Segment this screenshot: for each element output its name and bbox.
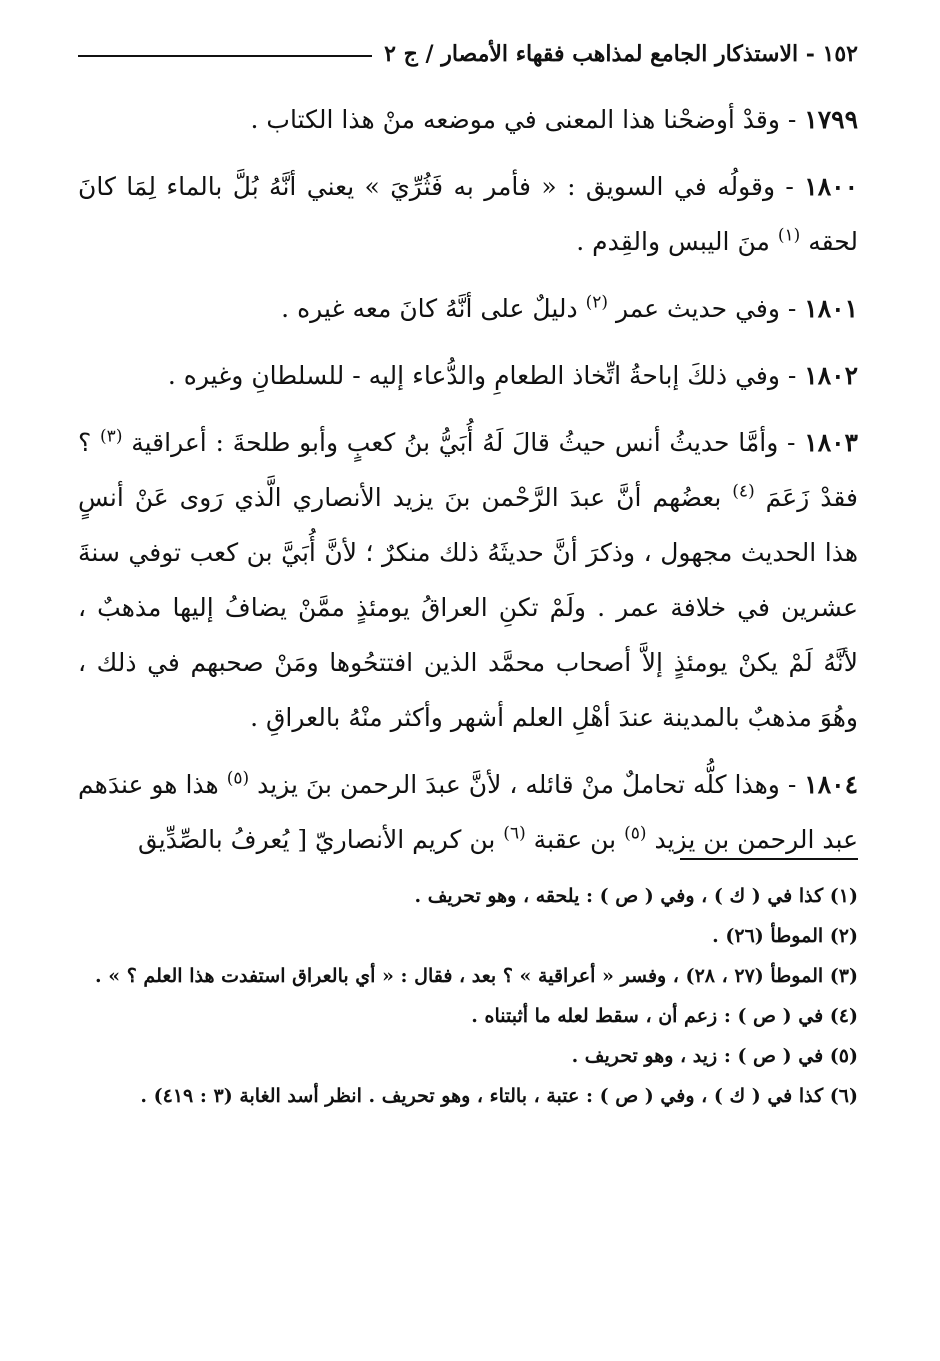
footnote-separator [680,858,858,860]
paragraph-text-cont: منَ اليبس والقِدم . [576,227,778,256]
running-header [78,32,858,76]
footnote-ref[interactable]: (٣) [100,426,123,447]
paragraph-text: - وقدْ أوضحْنا هذا المعنى في موضعه منْ هذا الكتاب . [250,105,805,134]
paragraph-number: ١٨٠٠ [804,172,858,201]
paragraph-1801 [78,281,858,336]
paragraph-number: ١٨٠٤ [804,770,858,799]
footnotes [78,880,858,1120]
footnote-ref[interactable]: (١) [777,225,801,246]
paragraph-text: - وفي حديث عمر [615,294,805,323]
paragraph-1799 [78,92,858,147]
footnote-ref[interactable]: (٥) [624,823,647,844]
footnote-4: (٤) في ( ص ) : زعم أن ، سقط لعله ما أثبتناه . [471,1005,858,1027]
paragraph-text: - وهذا كلُّه تحاملٌ منْ قائله ، لأنَّ عبدَ الرحمن بنَ يزيد [257,770,805,799]
header-rule [78,55,372,57]
paragraph-text-cont: هذا هو عندَهم عبد الرحمن بن يزيد [78,770,858,854]
paragraph-text-cont: بن كريم الأنصاريّ [ يُعرفُ بالصِّدِّيق [137,825,504,854]
paragraph-1803 [78,415,858,745]
footnote-2: (٢) الموطأ (٢٦) . [712,925,858,947]
paragraph-number: ١٨٠٣ [804,428,858,457]
paragraph-text: - وفي ذلكَ إباحةُ اتِّخاذ الطعامِ والدُّعاء إليه - للسلطانِ وغيره . [167,361,805,390]
paragraph-number: ١٨٠١ [804,294,858,323]
footnote-ref[interactable]: (٥) [226,768,250,789]
footnote-6: (٦) كذا في ( ك ) ، وفي ( ص ) : عتبة ، بالتاء ، وهو تحريف . انظر أسد الغابة (٣ : ٤١٩) . [140,1085,858,1107]
paragraph-text-cont: بعضُهم أنَّ عبدَ الرَّحْمن بنَ يزيد الأنصاري الَّذي رَوى عَنْ أنسٍ هذا الحديث مجهول ، وذكرَ أنَّ حديثَهُ ذلك منكرٌ ؛ لأنَّ أُبَيَّ بن كعب توفي سنةَ عشرين في خلافة عمر . ولَمْ تكنِ العراقُ يومئذٍ ممَّنْ يضافُ إليها مذهبٌ ، لأنَّهُ لَمْ يكنْ يومئذٍ إلاَّ أصحاب محمَّد الذين افتتحُوها ومَنْ صحبهم في ذلك ، وهُوَ مذهبٌ بالمدينة عندَ أهْلِ العلم أشهر وأكثر منْهُ بالعراقِ . [78,483,858,732]
footnote-3: (٣) الموطأ (٢٧ ، ٢٨) ، وفسر « أعراقية » ؟ بعد ، فقال : « أي بالعراق استفدت هذا العلم ؟ » . [95,965,858,987]
paragraph-1804 [78,757,858,867]
paragraph-text-cont: ؟ فقدْ زَعَمَ [78,428,858,512]
footnote-ref[interactable]: (٤) [732,481,755,502]
paragraph-text: - وقولُه في السويق : « فأمر به فَثُرِّيَ » يعني أنَّهُ بُلَّ بالماء لِمَا كانَ لحقه [78,172,858,256]
footnote-1: (١) كذا في ( ك ) ، وفي ( ص ) : يلحقه ، وهو تحريف . [414,885,858,907]
paragraph-number: ١٨٠٢ [804,361,858,390]
footnote-5: (٥) في ( ص ) : زيد ، وهو تحريف . [571,1045,858,1067]
paragraph-1800 [78,159,858,269]
paragraph-text-cont: دليلٌ على أنَّهُ كانَ معه غيره . [281,294,586,323]
paragraph-text: - وأمَّا حديثُ أنس حيثُ قالَ لَهُ أُبَيُّ بنُ كعبٍ وأبو طلحةَ : أعراقية [131,428,805,457]
running-title: ١٥٢ - الاستذكار الجامع لمذاهب فقهاء الأمصار / ج ٢ [384,41,858,67]
main-text [78,92,858,879]
paragraph-text-cont: بن عقبة [533,825,625,854]
footnote-ref[interactable]: (٢) [585,292,608,313]
paragraph-number: ١٧٩٩ [804,105,858,134]
footnote-ref[interactable]: (٦) [503,823,526,844]
paragraph-1802 [78,348,858,403]
